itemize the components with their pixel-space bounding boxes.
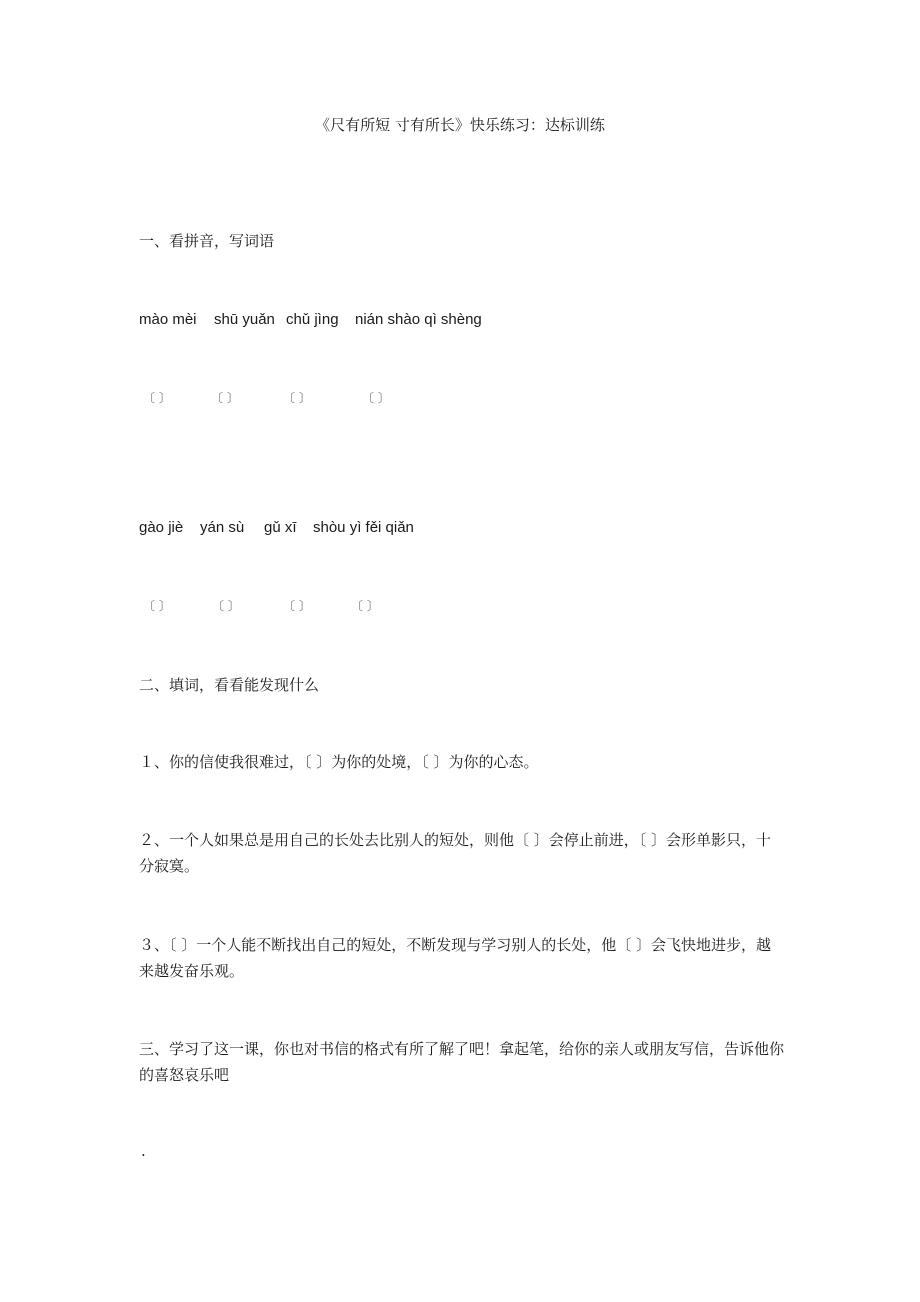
section-3-heading: 三、学习了这一课，你也对书信的格式有所了解了吧！拿起笔，给你的亲人或朋友写信，告诉他你的喜怒哀乐吧	[139, 1040, 785, 1084]
answer-blank[interactable]: 〔 〕	[211, 391, 239, 405]
answer-blank[interactable]: 〔 〕	[283, 599, 311, 613]
section-2-heading: 二、填词，看看能发现什么	[139, 676, 320, 694]
question-item-2: ２、一个人如果总是用自己的长处去比别人的短处，则他〔 〕会停止前进，〔 〕会形单影只，十分寂寞。	[139, 831, 772, 875]
pinyin-7: gǔ xī	[264, 519, 297, 536]
pinyin-8: shòu yì fěi qiǎn	[313, 519, 414, 536]
question-item-3: ３、〔 〕一个人能不断找出自己的短处，不断发现与学习别人的长处，他〔 〕会飞快地进步，越来越发奋乐观。	[139, 936, 772, 980]
pinyin-5: gào jiè	[139, 519, 184, 536]
pinyin-6: yán sù	[200, 519, 245, 536]
pinyin-3: chǔ jìng	[286, 311, 339, 328]
pinyin-2: shū yuǎn	[214, 311, 275, 328]
answer-blank[interactable]: 〔 〕	[283, 391, 311, 405]
question-item-1: １、你的信使我很难过，〔 〕为你的处境，〔 〕为你的心态。	[139, 753, 539, 771]
answer-blank[interactable]: 〔 〕	[362, 391, 390, 405]
section-1-heading: 一、看拼音，写词语	[139, 232, 275, 250]
answer-blank[interactable]: 〔 〕	[351, 599, 379, 613]
pinyin-1: mào mèi	[139, 311, 197, 328]
answer-blank[interactable]: 〔 〕	[212, 599, 240, 613]
footer-mark: .	[141, 1142, 146, 1160]
answer-blank[interactable]: 〔 〕	[143, 391, 171, 405]
pinyin-4: nián shào qì shèng	[355, 311, 482, 328]
page-title: 《尺有所短 寸有所长》快乐练习：达标训练	[315, 116, 605, 134]
answer-blank[interactable]: 〔 〕	[143, 599, 171, 613]
